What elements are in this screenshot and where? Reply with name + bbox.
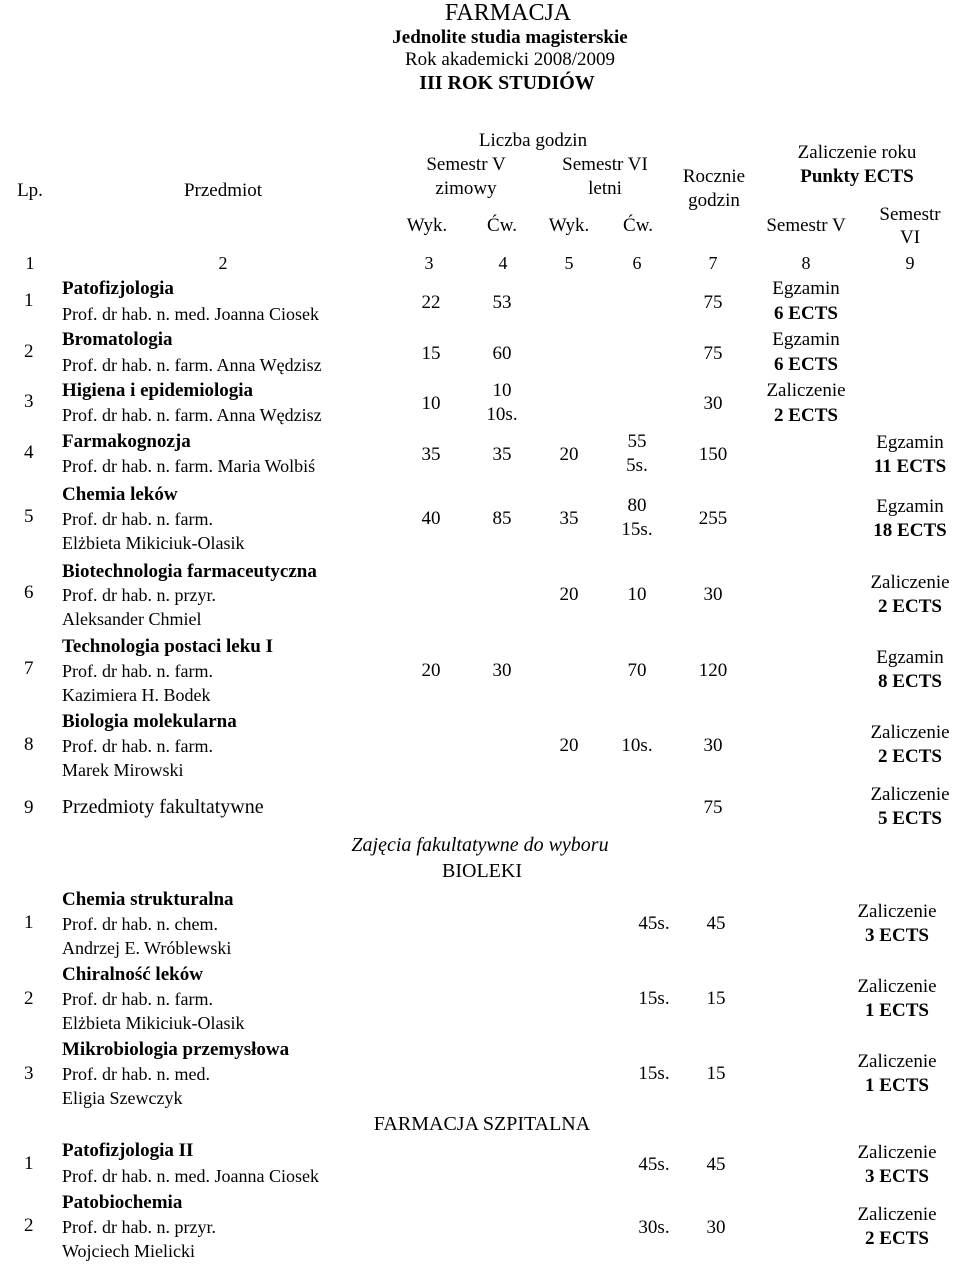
col-number: 9	[905, 253, 915, 273]
row-lp: 3	[24, 391, 34, 412]
header-lp: Lp.	[17, 180, 43, 201]
credit-ects: 2 ECTS	[878, 596, 942, 617]
row-lp: 2	[24, 1215, 34, 1236]
credit-ects: 1 ECTS	[865, 1075, 929, 1096]
col-number: 7	[708, 253, 718, 273]
credit-ects: 1 ECTS	[865, 1000, 929, 1021]
header-ects: Punkty ECTS	[800, 166, 914, 187]
credit-ects: 3 ECTS	[865, 925, 929, 946]
credit-type: Egzamin	[876, 496, 944, 517]
lec-sem6: 35	[559, 508, 579, 529]
credit-type: Zaliczenie	[857, 1142, 937, 1163]
header-hours: Liczba godzin	[478, 130, 588, 151]
total-hours: 30	[706, 1217, 726, 1238]
course-year: III ROK STUDIÓW	[419, 72, 595, 94]
row-lp: 2	[24, 341, 34, 362]
credit-type: Zaliczenie	[870, 572, 950, 593]
subject-name: Higiena i epidemiologia	[62, 380, 254, 401]
header-sem5: Semestr V	[426, 154, 506, 175]
credit-ects: 8 ECTS	[878, 671, 942, 692]
credit-ects: 6 ECTS	[774, 303, 838, 324]
subject-professor: Marek Mirowski	[62, 760, 184, 780]
subject-professor: Andrzej E. Wróblewski	[62, 938, 232, 958]
col-number: 1	[25, 253, 35, 273]
lec-sem6: 20	[559, 444, 579, 465]
row-lp: 3	[24, 1063, 34, 1084]
subject-professor: Prof. dr hab. n. chem.	[62, 914, 218, 934]
credit-type: Zaliczenie	[857, 1051, 937, 1072]
credit-ects: 3 ECTS	[865, 1166, 929, 1187]
lec-sem6: 20	[559, 735, 579, 756]
lec-sem5: 40	[421, 508, 441, 529]
subject-name: Chemia leków	[62, 484, 178, 505]
header-annual-2: godzin	[688, 190, 740, 211]
ex-sem6-seminar: 15s.	[638, 1063, 670, 1084]
ex-sem6-seminar: 45s.	[638, 913, 670, 934]
subject-professor: Eligia Szewczyk	[62, 1088, 183, 1108]
total-hours: 30	[703, 584, 723, 605]
header-ex-sem6: Ćw.	[623, 215, 653, 236]
credit-ects: 5 ECTS	[878, 808, 942, 829]
subject-name: Bromatologia	[62, 329, 173, 350]
total-hours: 30	[703, 393, 723, 414]
subject-name: Biologia molekularna	[62, 711, 237, 732]
col-number: 8	[801, 253, 811, 273]
row-lp: 2	[24, 988, 34, 1009]
subject-professor: Prof. dr hab. n. farm.	[62, 736, 213, 756]
subject-professor: Prof. dr hab. n. farm. Anna Wędzisz	[62, 405, 322, 425]
subject-professor: Prof. dr hab. n. przyr.	[62, 585, 216, 605]
row-lp: 1	[24, 912, 34, 933]
header-sem6: Semestr VI	[562, 154, 648, 175]
total-hours: 75	[703, 797, 723, 818]
credit-ects: 2 ECTS	[774, 405, 838, 426]
total-hours: 45	[706, 913, 726, 934]
lec-sem5: 22	[421, 292, 441, 313]
ex-sem6-seminar: 15s.	[621, 519, 653, 540]
credit-ects: 11 ECTS	[873, 456, 947, 477]
subject-name: Patofizjologia	[62, 278, 174, 299]
credit-type: Egzamin	[876, 647, 944, 668]
subject-name: Przedmioty fakultatywne	[62, 796, 264, 818]
subject-professor: Prof. dr hab. n. med. Joanna Ciosek	[62, 1166, 319, 1186]
credit-ects: 2 ECTS	[865, 1228, 929, 1249]
row-lp: 1	[24, 1153, 34, 1174]
ex-sem5: 53	[492, 292, 512, 313]
ex-sem5: 10	[492, 380, 512, 401]
subject-name: Mikrobiologia przemysłowa	[62, 1039, 290, 1060]
lec-sem6: 20	[559, 584, 579, 605]
subject-professor: Aleksander Chmiel	[62, 609, 202, 629]
credit-type: Zaliczenie	[857, 901, 937, 922]
total-hours: 15	[706, 988, 726, 1009]
credit-type: Egzamin	[876, 432, 944, 453]
subject-name: Patofizjologia II	[62, 1140, 194, 1161]
credit-type: Zaliczenie	[870, 784, 950, 805]
header-annual-1: Rocznie	[682, 166, 746, 187]
subject-name: Chiralność leków	[62, 964, 203, 985]
ex-sem6-seminar: 45s.	[638, 1154, 670, 1175]
row-lp: 4	[24, 442, 34, 463]
total-hours: 255	[698, 508, 728, 529]
header-ex-sem5: Ćw.	[487, 215, 517, 236]
ex-sem5: 30	[492, 660, 512, 681]
ex-sem6: 10	[627, 584, 647, 605]
subject-professor: Prof. dr hab. n. farm. Maria Wolbiś	[62, 456, 316, 476]
total-hours: 15	[706, 1063, 726, 1084]
electives-heading: Zajęcia fakultatywne do wyboru	[351, 834, 609, 856]
row-lp: 9	[24, 797, 34, 818]
group-title: BIOLEKI	[442, 860, 522, 882]
subject-name: Technologia postaci leku I	[62, 636, 273, 657]
group-title: FARMACJA SZPITALNA	[373, 1113, 591, 1135]
col-number: 3	[424, 253, 434, 273]
subject-professor: Kazimiera H. Bodek	[62, 685, 211, 705]
ex-sem5: 60	[492, 343, 512, 364]
ex-sem6-seminar: 5s.	[626, 455, 648, 476]
lec-sem5: 20	[421, 660, 441, 681]
col-number: 6	[632, 253, 642, 273]
header-credit-sem5: Semestr V	[766, 215, 846, 236]
credit-type: Zaliczenie	[857, 976, 937, 997]
row-lp: 6	[24, 582, 34, 603]
col-number: 4	[498, 253, 508, 273]
subject-name: Biotechnologia farmaceutyczna	[62, 561, 317, 582]
subject-professor: Prof. dr hab. n. med. Joanna Ciosek	[62, 304, 319, 324]
subject-name: Farmakognozja	[62, 431, 191, 452]
total-hours: 120	[698, 660, 728, 681]
ex-sem6: 10s.	[621, 735, 653, 756]
credit-ects: 2 ECTS	[878, 746, 942, 767]
row-lp: 5	[24, 506, 34, 527]
ex-sem5: 85	[492, 508, 512, 529]
credit-type: Zaliczenie	[870, 722, 950, 743]
header-lec-sem6: Wyk.	[548, 215, 590, 236]
subject-professor: Prof. dr hab. n. farm. Anna Wędzisz	[62, 355, 322, 375]
row-lp: 1	[24, 290, 34, 311]
credit-ects: 6 ECTS	[774, 354, 838, 375]
credit-type: Egzamin	[772, 278, 840, 299]
subject-professor: Prof. dr hab. n. farm.	[62, 989, 213, 1009]
credit-type: Zaliczenie	[857, 1204, 937, 1225]
subject-professor: Prof. dr hab. n. farm.	[62, 661, 213, 681]
row-lp: 7	[24, 658, 34, 679]
credit-type: Zaliczenie	[766, 380, 846, 401]
credit-ects: 18 ECTS	[873, 520, 947, 541]
row-lp: 8	[24, 734, 34, 755]
subject-professor: Elżbieta Mikiciuk-Olasik	[62, 1013, 245, 1033]
subject-professor: Wojciech Mielicki	[62, 1241, 196, 1261]
header-sem6-sub: letni	[588, 178, 622, 199]
page-title: FARMACJA	[444, 0, 572, 26]
ex-sem6: 55	[627, 431, 647, 452]
subject-professor: Prof. dr hab. n. przyr.	[62, 1217, 216, 1237]
ex-sem5-seminar: 10s.	[486, 404, 518, 425]
lec-sem5: 15	[421, 343, 441, 364]
ex-sem6: 70	[627, 660, 647, 681]
col-number: 2	[218, 253, 228, 273]
ex-sem6-seminar: 15s.	[638, 988, 670, 1009]
subject-name: Chemia strukturalna	[62, 889, 234, 910]
academic-year: Rok akademicki 2008/2009	[404, 49, 616, 70]
total-hours: 150	[698, 444, 728, 465]
subject-professor: Prof. dr hab. n. farm.	[62, 509, 213, 529]
total-hours: 75	[703, 343, 723, 364]
header-sem5-sub: zimowy	[435, 178, 497, 199]
header-credit-sem6-2: VI	[899, 227, 921, 248]
page-subtitle: Jednolite studia magisterskie	[392, 27, 628, 48]
subject-professor: Elżbieta Mikiciuk-Olasik	[62, 533, 245, 553]
lec-sem5: 35	[421, 444, 441, 465]
header-credit-sem6-1: Semestr	[879, 204, 941, 225]
ex-sem6-seminar: 30s.	[638, 1217, 670, 1238]
ex-sem5: 35	[492, 444, 512, 465]
subject-professor: Prof. dr hab. n. med.	[62, 1064, 210, 1084]
header-lec-sem5: Wyk.	[406, 215, 448, 236]
header-subject: Przedmiot	[183, 180, 263, 201]
col-number: 5	[564, 253, 574, 273]
total-hours: 45	[706, 1154, 726, 1175]
total-hours: 75	[703, 292, 723, 313]
ex-sem6: 80	[627, 495, 647, 516]
subject-name: Patobiochemia	[62, 1192, 183, 1213]
credit-type: Egzamin	[772, 329, 840, 350]
header-credit: Zaliczenie roku	[797, 142, 917, 163]
total-hours: 30	[703, 735, 723, 756]
lec-sem5: 10	[421, 393, 441, 414]
